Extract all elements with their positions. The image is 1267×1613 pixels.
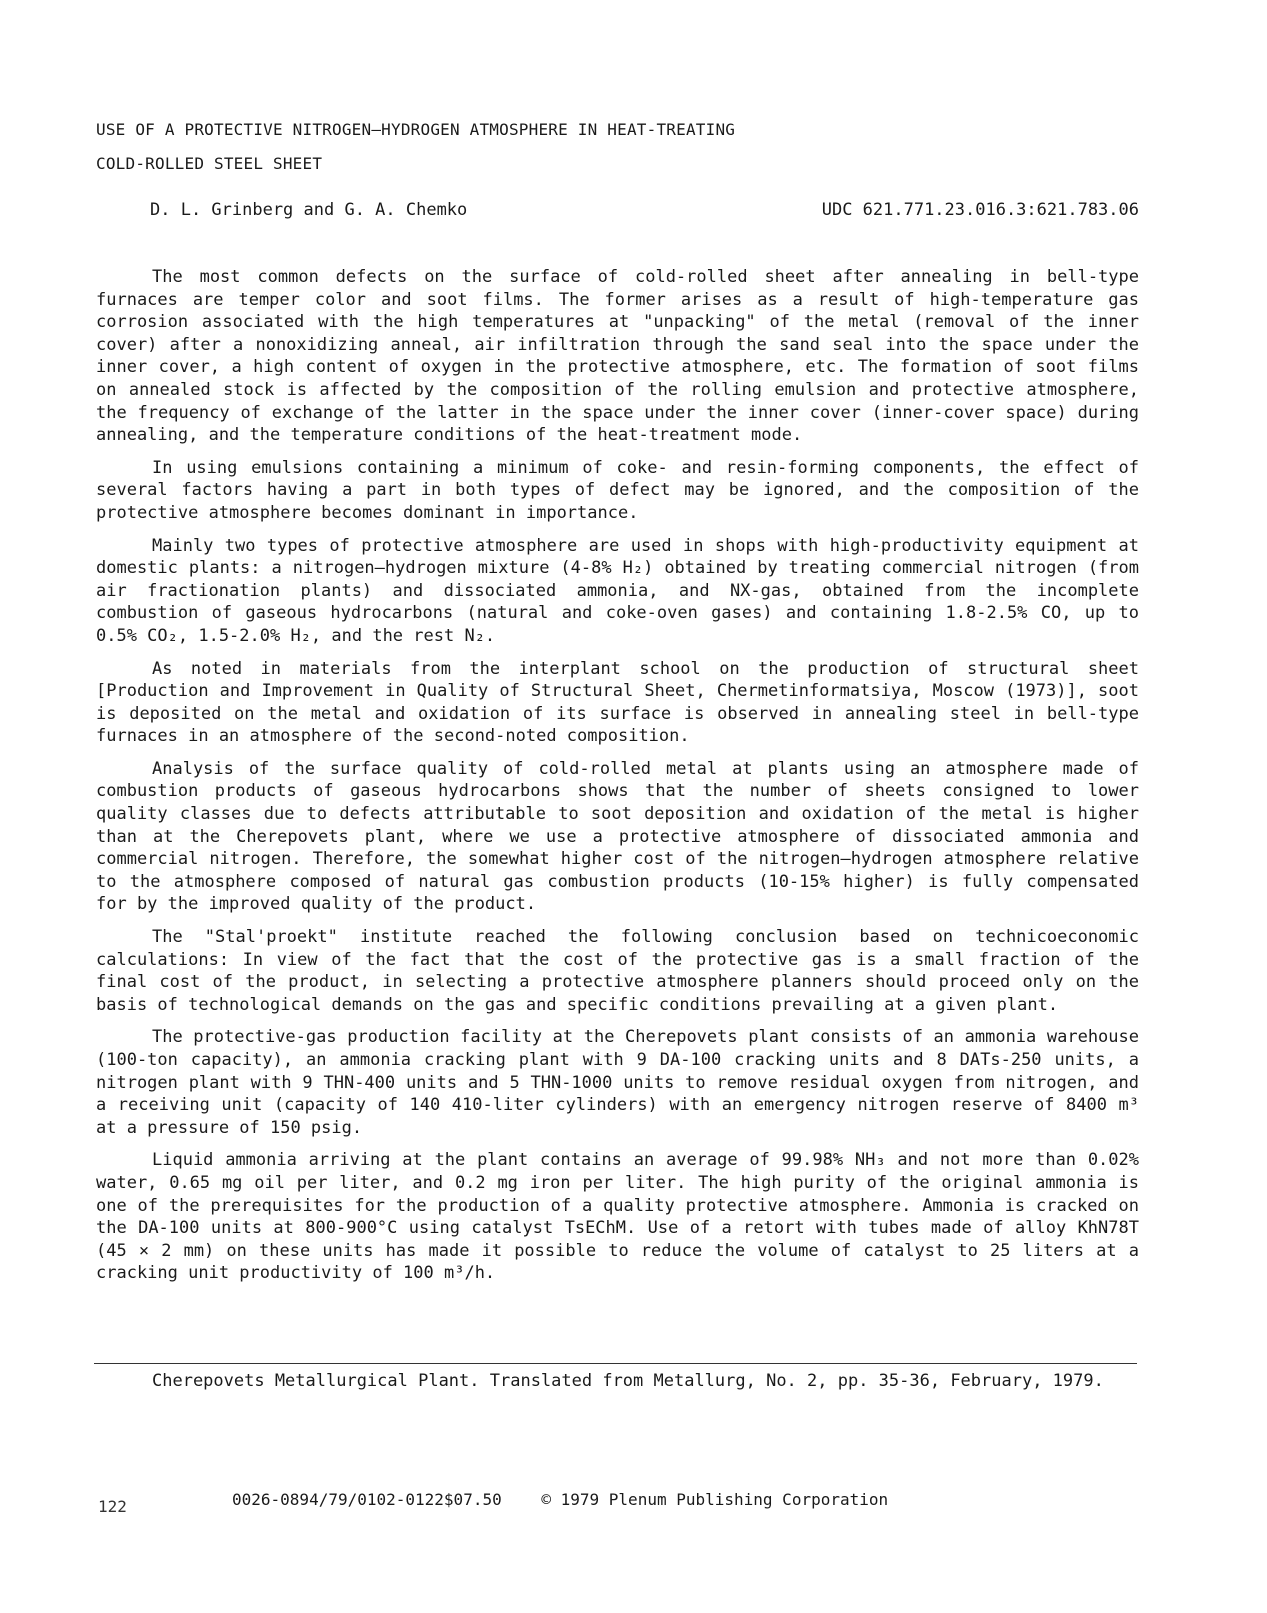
article-title-line-1: USE OF A PROTECTIVE NITROGEN–HYDROGEN ATMOSPHERE IN HEAT-TREATING — [96, 120, 736, 139]
footnote: Cherepovets Metallurgical Plant. Translated from Metallurg, No. 2, pp. 35-36, February, 1979. — [152, 1371, 1104, 1391]
paragraph-7: The protective-gas production facility at the Cherepovets plant consists of an ammonia warehouse (100-ton capacity), an ammonia cracking plant with 9 DA-100 cracking units and 8 DATs-250 units, a nitrogen plant with 9 THN-400 units and 5 THN-1000 units to remove residual oxygen from nitrogen, and a receiving unit (capacity of 140 410-liter cylinders) with an emergency nitrogen reserve of 8400 m³ at a pressure of 150 psig. — [96, 1027, 1139, 1138]
paragraph-1: The most common defects on the surface of cold-rolled sheet after annealing in bell-type furnaces are temper color and soot films. The former arises as a result of high-temperature gas corrosion associated with the high temperatures at "unpacking" of the metal (removal of the inner cover) after a nonoxidizing anneal, air infiltration through the sand seal into the space under the inner cover, a high content of oxygen in the protective atmosphere, etc. The formation of soot films on annealed stock is affected by the composition of the rolling emulsion and protective atmosphere, the frequency of exchange of the latter in the space under the inner cover (inner-cover space) during annealing, and the temperature conditions of the heat-treatment mode. — [96, 267, 1139, 446]
footnote-divider — [94, 1363, 1137, 1364]
article-title-line-2: COLD-ROLLED STEEL SHEET — [96, 154, 323, 173]
paragraph-4: As noted in materials from the interplant school on the production of structural sheet [Production and Improvement in Quality of Structural Sheet, Chermetinformatsiya, Moscow (1973)], soot is deposited on the metal and oxidation of its surface is observed in annealing steel in bell-type furnaces in an atmosphere of the second-noted composition. — [96, 658, 1139, 747]
price-code: 0026-0894/79/0102-0122$07.50 — [232, 1490, 502, 1509]
udc-code: UDC 621.771.23.016.3:621.783.06 — [821, 200, 1139, 220]
paragraph-8: Liquid ammonia arriving at the plant contains an average of 99.98% NH₃ and not more than 0.02% water, 0.65 mg oil per liter, and 0.2 mg iron per liter. The high purity of the original ammonia is one of the prerequisites for the production of a quality protective atmosphere. Ammonia is cracked on the DA-100 units at 800-900°C using catalyst TsEChM. Use of a retort with tubes made of alloy KhN78T (45 × 2 mm) on these units has made it possible to reduce the volume of catalyst to 25 liters at a cracking unit productivity of 100 m³/h. — [96, 1150, 1139, 1284]
paragraph-2: In using emulsions containing a minimum of coke- and resin-forming components, the effect of several factors having a part in both types of defect may be ignored, and the composition of the protective atmosphere becomes dominant in importance. — [96, 457, 1139, 523]
paragraph-3: Mainly two types of protective atmosphere are used in shops with high-productivity equipment at domestic plants: a nitrogen–hydrogen mixture (4-8% H₂) obtained by treating commercial nitrogen (from air fractionation plants) and dissociated ammonia, and NX-gas, obtained from the incomplete combustion of gaseous hydrocarbons (natural and coke-oven gases) and containing 1.8-2.5% CO, up to 0.5% CO₂, 1.5-2.0% H₂, and the rest N₂. — [96, 535, 1139, 646]
page-number: 122 — [98, 1497, 127, 1516]
authors: D. L. Grinberg and G. A. Chemko — [150, 200, 468, 220]
paragraph-5: Analysis of the surface quality of cold-rolled metal at plants using an atmosphere made of combustion products of gaseous hydrocarbons shows that the number of sheets consigned to lower quality classes due to defects attributable to soot deposition and oxidation of the metal is higher than at the Cherepovets plant, where we use a protective atmosphere of dissociated ammonia and commercial nitrogen. Therefore, the somewhat higher cost of the nitrogen–hydrogen atmosphere relative to the atmosphere composed of natural gas combustion products (10-15% higher) is fully compensated for by the improved quality of the product. — [96, 758, 1139, 915]
publication-code-line — [232, 1490, 918, 1509]
article-body — [96, 266, 1139, 1295]
copyright-notice: © 1979 Plenum Publishing Corporation — [541, 1490, 889, 1509]
paragraph-6: The "Stal'proekt" institute reached the following conclusion based on technicoeconomic calculations: In view of the fact that the cost of the protective gas is a small fraction of the final cost of the product, in selecting a protective atmosphere planners should proceed only on the basis of technological demands on the gas and specific conditions prevailing at a given plant. — [96, 927, 1139, 1015]
